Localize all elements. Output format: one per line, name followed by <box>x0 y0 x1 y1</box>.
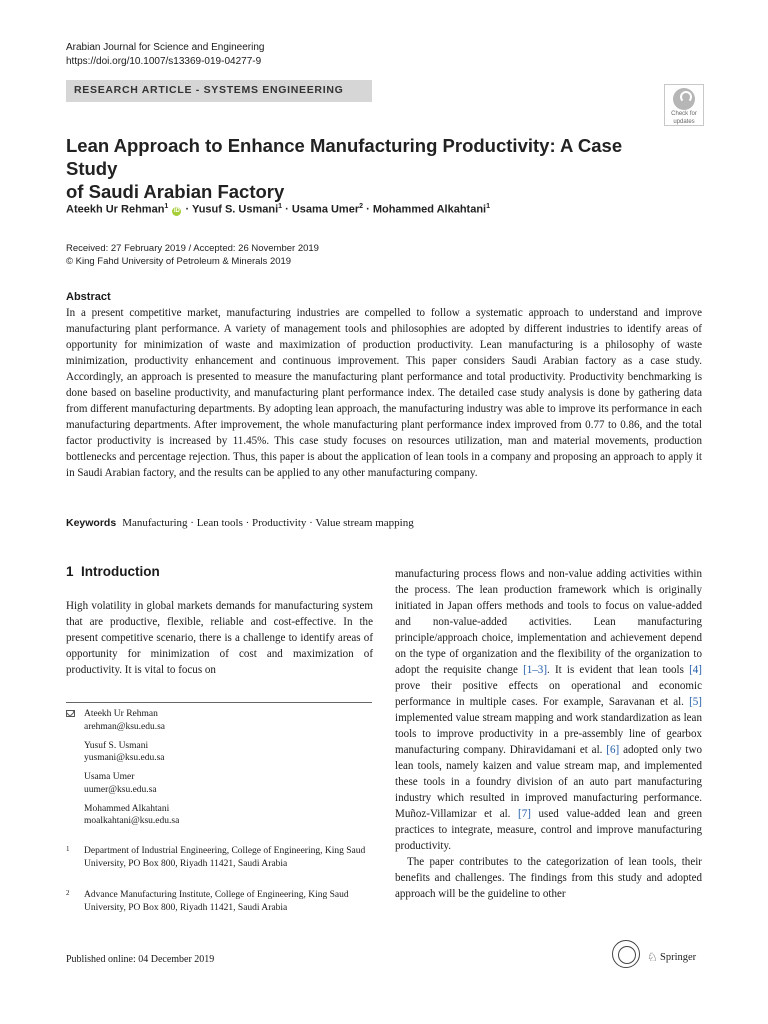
check-for-updates-badge[interactable] <box>664 84 704 126</box>
journal-name: Arabian Journal for Science and Engineering <box>66 42 265 53</box>
article-title <box>66 134 666 203</box>
society-emblem-icon <box>612 940 640 968</box>
intro-text: implemented value stream mapping and work standardization as lean tools to improve productivity in a pre-assembly line of gearbox manufacturing company. Dhiravidamani et al. <box>395 712 702 756</box>
title-line-1: Lean Approach to Enhance Manufacturing Productivity: A Case Study <box>66 135 623 179</box>
published-online-date: Published online: 04 December 2019 <box>66 954 215 965</box>
publication-dates <box>66 242 319 268</box>
article-type-label: RESEARCH ARTICLE - SYSTEMS ENGINEERING <box>74 84 344 96</box>
intro-paragraph-left: High volatility in global markets demands for manufacturing system that are productive, flexible, reliable and cost-effective. In the present competitive scenario, there is a challenge to identify areas of opportunity for minimization of cost and maximization of productivity. It is vital to focus on <box>66 600 373 676</box>
author-name[interactable]: Mohammed Alkahtani <box>372 203 487 216</box>
envelope-icon <box>66 710 75 717</box>
author-affiliation-mark: 1 <box>164 203 169 210</box>
title-line-2: of Saudi Arabian Factory <box>66 181 285 202</box>
crossmark-line2: updates <box>673 118 695 125</box>
contact-entry <box>84 740 179 765</box>
author-affiliation-mark: 1 <box>278 203 283 210</box>
intro-text: . It is evident that lean tools <box>547 664 690 676</box>
section-title: Introduction <box>81 564 160 579</box>
contact-entry <box>84 771 179 796</box>
affiliation-text: Advance Manufacturing Institute, College of Engineering, King Saud University, PO Box 800, Riyadh 11421, Saudi Arabia <box>84 890 349 913</box>
received-accepted-dates: Received: 27 February 2019 / Accepted: 26 November 2019 <box>66 243 319 254</box>
abstract-heading: Abstract <box>66 291 111 303</box>
orcid-icon[interactable]: iD <box>173 207 180 214</box>
contact-email[interactable]: uumer@ksu.edu.sa <box>84 784 157 795</box>
affiliation-text: Department of Industrial Engineering, College of Engineering, King Saud University, PO Box 800, Riyadh 11421, Saudi Arabia <box>84 846 366 869</box>
author-affiliation-mark: 2 <box>359 203 364 210</box>
section-heading <box>66 564 160 579</box>
check-for-updates-icon <box>673 88 695 110</box>
intro-text: prove their positive effects on operational and economic performance in multiple cases. For example, Saravanan et al. <box>395 680 702 708</box>
intro-text: used value-added lean and green practices to integrate, measure, control and improve manufacturing productivity. <box>395 808 702 852</box>
abstract-text: In a present competitive market, manufacturing industries are compelled to follow a systematic approach to understand and improve manufacturing plant performance. A variety of management tools and philosophies are adopted by different industries to identify areas of opportunity for minimization of waste and maximization of production productivity. Lean manufacturing is a philosophy of waste minimization, productivity enhancement and continuous improvement. This paper considers Saudi Arabian factory as a case study. Accordingly, an approach is presented to measure the manufacturing plant performance and total productivity. Productivity benchmarking is done based on baseline productivity, and manufacturing plant performance index. The detailed case study analysis is done by gathering data from different manufacturing departments. By adopting lean approach, the manufacturing industry was able to improve its performance in each manufacturing departments. After improvement, the whole manufacturing plant performance index improved from 0.77 to 0.86, and the total factor productivity is increased by 11.45%. This case study focuses on resources utilization, man and material movements, production bottlenecks and percentage rejection. Thus, this paper is about the application of lean tools in a company and proposing an approach to apply it in Saudi Arabian factory, and the results can be applied to any other manufacturing company. <box>66 307 702 479</box>
copyright-notice: © King Fahd University of Petroleum & Minerals 2019 <box>66 256 292 267</box>
publisher-logo <box>612 940 704 970</box>
author-list <box>66 203 490 216</box>
intro-text: The paper contributes to the categorization of lean tools, their benefits and challenges. The findings from this study and adopted approach will be the guideline to other <box>395 856 702 900</box>
author-separator: · <box>363 203 373 216</box>
contact-entry <box>84 708 179 733</box>
contact-entry <box>84 803 179 828</box>
contact-name: Ateekh Ur Rehman <box>84 709 158 719</box>
contact-email[interactable]: yusmani@ksu.edu.sa <box>84 753 165 763</box>
citation-link[interactable]: [5] <box>689 696 702 708</box>
intro-text: manufacturing process flows and non-value adding activities within the process. The lean production framework which is originally initiated in Japan offers methods and tools to focus on value-added and non-value-added activities. Lean manufacturing principle/approach choice, implementation and achievement depend on the type of organization and the flexibility of the organization to adopt the requisite change <box>395 568 702 676</box>
citation-link[interactable]: [7] <box>518 808 531 820</box>
doi-link[interactable]: https://doi.org/10.1007/s13369-019-04277-9 <box>66 56 262 67</box>
citation-link[interactable]: [1–3] <box>523 664 548 676</box>
springer-horse-icon: ♘ <box>647 950 658 964</box>
intro-text: adopted only two lean tools, namely kaizen and value stream map, and implemented these tools in a foundry division of an auto part manufacturing industry which resulted in improved manufacturing performance. Muñoz-Villamizar et al. <box>395 744 702 820</box>
author-contacts <box>84 708 179 834</box>
intro-paragraph-right <box>395 566 702 902</box>
contact-name: Yusuf S. Usmani <box>84 740 149 751</box>
contact-name: Mohammed Alkahtani <box>84 803 170 814</box>
author-separator: · <box>182 203 192 216</box>
author-name[interactable]: Yusuf S. Usmani <box>191 203 279 216</box>
keywords-list: Manufacturing · Lean tools · Productivity · Value stream mapping <box>122 517 414 529</box>
article-type-banner <box>66 80 372 102</box>
citation-link[interactable]: [6] <box>606 744 620 756</box>
contact-email[interactable]: moalkahtani@ksu.edu.sa <box>84 816 180 826</box>
author-name[interactable]: Usama Umer <box>291 203 360 216</box>
author-separator: · <box>282 203 292 216</box>
author-name[interactable]: Ateekh Ur Rehman <box>66 203 165 216</box>
keywords-label: Keywords <box>66 517 117 529</box>
contact-email[interactable]: arehman@ksu.edu.sa <box>84 721 166 732</box>
journal-header <box>66 41 264 69</box>
crossmark-line1: Check for <box>671 111 697 117</box>
keywords <box>66 517 414 529</box>
citation-link[interactable]: [4] <box>689 664 702 676</box>
affiliation-number: 2 <box>66 889 70 897</box>
springer-wordmark: Springer <box>660 952 697 963</box>
author-affiliation-mark: 1 <box>486 203 490 210</box>
footnote-divider <box>66 702 372 703</box>
section-number: 1 <box>66 564 74 579</box>
affiliation-number: 1 <box>66 845 70 853</box>
contact-name: Usama Umer <box>84 772 135 782</box>
